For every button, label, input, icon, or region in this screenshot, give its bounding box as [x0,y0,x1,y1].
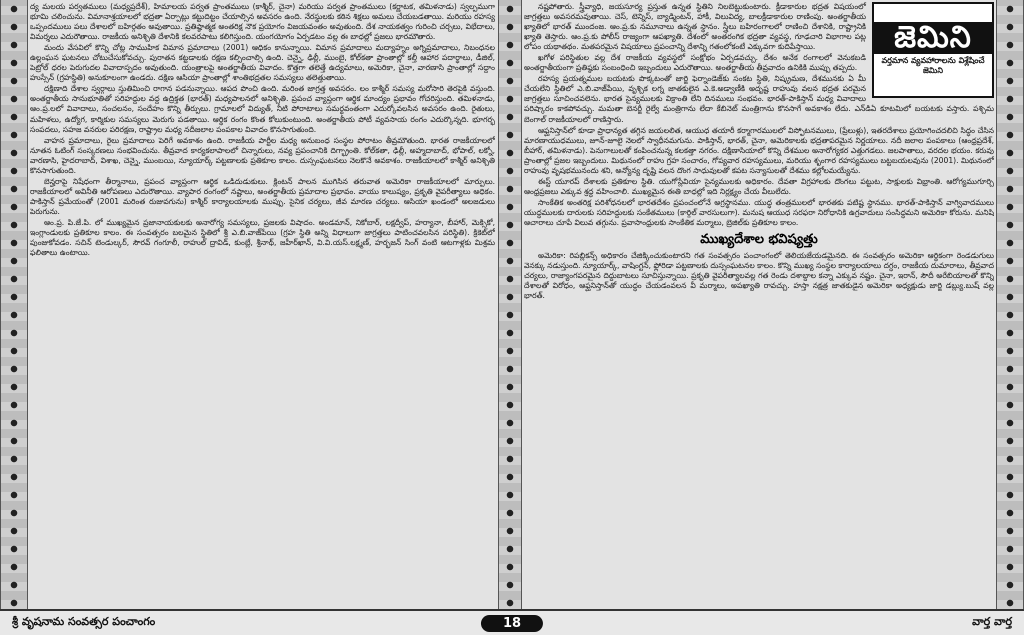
logo-title: జెమిని [874,22,992,54]
paragraph: సాంకేతిక అంతరిక్ష పరిశోధనలలో భారతదేశం ప్రపంచంలోనే అగ్రస్థానము. యుద్ధ తంత్రములలో భారతకు పటిష్ట స్థానము. భారత్-పాకిస్తాన్ వాగ్వివాదములు యుద్ధములకు దారులకు సరిహద్దులకు సంకేతములు (కార్గిల్ వారసులుగా). మనుష ఆయుధ సరఫరా నిరోధానికి ఉగ్రవాదులు సంసిద్ధమని అమెరికా కోరును. మనిషి ఆచారాలు చూపే విలువ తగ్గును. ప్రవాసాంధ్రులకు సాంకేతిక మర్మాలు, బ్రెజిల్‌కు ప్రతికూల కాలం. [524,197,994,227]
decorative-border-left [0,0,28,609]
decorative-border-center [498,0,522,609]
brand-logo: వార్త వార్త [972,615,1012,628]
paragraph: నష్టపోతారు. స్త్రీవ్యాధి, జయసూర్య ప్రస్తుత ఉన్నత స్థితిని నిలబెట్టుకుంటారు. క్రీడాకారుల భద్రత విషయంలో జాగ్రత్తలు అవసరమవుతాయి. చెస్, టెన్నిస్, బ్యాడ్మింటన్, హాకీ, విలువిద్య, బాలక్రీడాకారుల రాణింపు. అంతర్జాతీయ ఖ్యాతిలో భారత్ ముందంజ. ఆం.ప్ర.కు నమూనాలు ఉన్నత స్థానం. స్త్రీలు బహిరంగాలలో రాణించి దేశానికి, రాష్ట్రానికి ఖ్యాతి తెస్తారు. ఆం.ప్ర.కు పోలీస్ రాజ్యంగా ఆపఖ్యాతి. దేశంలో అంతరంగిక భద్రతా వ్యవస్థ, గూఢచారి విభాగాల పట్ల లోపం యథాతథం. మతపరమైన విషయాలు ప్రపంచాన్ని దేశాన్ని గతంలోకంటే ఎక్కువగా కుదిపేస్తాయి. [524,2,866,52]
paragraph: ఈస్ట్ యూరప్ దేశాలకు ప్రతికూల స్థితి. యుగోస్లేవియా సైన్యములకు అధికారం. దేవతా విగ్రహాలకు దొంగలు పట్టుట, సాక్షులకు విభ్రాంతి. ఆరోగ్యముగూర్చి ఆంధ్రప్రజలు ఎక్కువ శ్రద్ధ వహించాలి. ముఖ్యమైన ఈతి బాధల్లో ఇది నిర్లక్ష్యం చేయ వీలులేదు. [524,176,994,196]
paragraph: దక్షిణాది దేశాల స్వర్గాలు స్తుతిమించి రాగాన పడనున్నాయి. ఆపద పొంచి ఉంది. మరింత జాగ్రత్త అవసరం. లం కాశ్మీర్ సమస్య మరోసారి తెరపైకి వస్తుంది. అంతర్జాతీయ సానుభూతితో సరిహద్దుల వద్ద ఉద్రిక్తత (భారత్) మధ్యపాలనలో అనిశ్చితి. ప్రపంచ వ్యాప్తంగా ఆర్థిక మాంద్యం ప్రభావం గోచరిస్తుంది. తమిళనాడు, ఆం.ప్ర.లలో వివాదాలు, సంచలనం, సందేహం కొన్ని తీర్పులు. గ్రామాలలో విద్యుత్, నీటి పోరాటాలు సమర్థవంతంగా ఎదుర్కోవలసిన అవసరం ఉంది. రైతులు, మహిళలు, ఉద్యోగ, కార్మికుల సమస్యలు మెరుగు పడతాయి. ఆర్థిక రంగం కొంత కోలుకుంటుంది. అంతర్జాతీయ పోటీ వ్యవసాయ రంగం ఎదుర్కొన్నది. భూగర్భ సంపదలు, సహజ వనరుల పరిరక్షణ, రాష్ట్రాల మధ్య నదీజలాల పంపకాల వివాదం కొనసాగుతుంది. [30,84,495,134]
paragraph: ఖగోళ పరిస్థితుల వల్ల దేశ రాజకీయ వ్యవస్థలో సంక్షోభం ఏర్పడవచ్చు. దేశం అనేక రంగాలలో వెనుకబడి అంతర్జాతీయంగా ప్రతిష్ఠకు సంబంధించి ఇబ్బందులు ఎదురౌతాయి. అంతర్జాతీయ తీవ్రవాదం ఉనికికి ముప్పు తప్పదు. [524,53,866,73]
right-column [524,2,994,605]
paragraph: వాహన ప్రమాదాలు, రైలు ప్రమాదాలు పెరిగే అవకాశం ఉంది. రాజకీయ పార్టీల మధ్య అనుబంధ సంస్థల పోరాటం తీవ్రమౌతుంది. భారత రాజకీయాలలో నూతన ఓటింగ్ సంస్కరణలు సంభవించును. తీవ్రవాద కార్యకలాపాలలో చిన్నారులు, నవ్య ప్రపంచానికి దిగ్భ్రాంతి. కోల్‌కతా, ఢిల్లీ, అహ్మదాబాద్, భోపాల్, లక్నో, వారణాసి, హైదరాబాద్, విశాఖ, చెన్నై, ముంబయి, న్యూయార్క్ పట్టణాలకు ప్రతికూల కాలం. దుస్సంఘటనలు నెలకొనే అవకాశం. రాజకీయాలలో కాశ్మీర్ అనిశ్చితి కొనసాగుతుంది. [30,135,495,175]
paragraph: ఆఫ్ఘనిస్తాన్‌లో కూడా ప్రాధాన్యత తగ్గిన జయలలిత, ఆయుధ తయారీ కర్మాగారములలో విస్ఫోటనములు, (ప్రేలుళ్లు), ఇతరదేశాలు ప్రయోగించదలిచి సిద్ధం చేసిన మారణాయుధములు, జూన్-జూలై నెలలో స్వాధీనమగును. పాకిస్తాన్, భారత్, చైనా, అమెరికాలకు భద్రతాపరమైన నిర్ణయాలు. నదీ జలాల పంపకాలు (ఆంధ్రప్రదేశ్, బీహార్, తమిళనాడు). పెనుగాలులతో కంపించనున్న కలకత్తా నగరం. దక్షిణాసియాలో కొన్ని దేశముల అనారోగ్యకర ఎత్తుగడలు. జలపాతాలు, వరదల భయం. కరువు ప్రాంతాల్లో ప్రజల ఇబ్బందులు. మిథునంలో రాహు గ్రహ సంచారం, గోప్యవార రహస్యములు, మరియు శృంగార రహస్యములు బట్టబయలవును (2001). మిథునంలో రాహువు వృషభమునందు శని, అన్యోన్య దృష్టి వలన దొంగ సాధువులతో కపట సన్యాసులతో దేశము కల్లోలమయ్యేను. [524,125,994,175]
paragraph: బెన్హరాపై నిషేధంగా తీర్మానాలు, ప్రపంచ వ్యాప్తంగా ఆర్థిక ఒడిదుడుకులు. క్లింటన్ పాలన ముగిసిన తరువాత అమెరికా రాజకీయాలలో మార్పులు. రాజకీయాలలో అవినీతి ఆరోపణలు ఎదురౌతాయి. వ్యాపార రంగంలో నష్టాలు, అంతర్జాతీయ ప్రమాదాల ప్రభావం. వాయు కాలుష్యం, ప్రకృతి వైపరీత్యాలు అధికం. పాకిస్తాన్ ప్రమేయంతో (2001 మరింత రుజువగును) కాశ్మీర్ కార్యాలయాలకు ముప్పు. సైనిక చర్యలు, జీవ మారణ చర్యలు. ఆసియా ఖండంలో అలజడులు పెరుగును. [30,176,495,216]
section-heading: ముఖ్యదేశాల భవిష్యత్తు [700,232,818,248]
logo-subtitle: వర్తమాన వ్యవహారాలను విశ్లేషించే జెమిని [881,56,985,75]
paragraph: అమెరికా: రిపబ్లికన్స్ అధికారం చేజిక్కించుకుంటారని గత సంవత్సరం పంచాంగంలో తెలియజేయడమైనది. ఈ సంవత్సరం అమెరికా ఆర్థికంగా రెండడుగులు వెనక్కు నడుస్తుంది. న్యూయార్క్, వాషింగ్టన్, ఫ్లోరిడా పట్టణాలకు దుస్సంఘటనల కాలం. కొన్ని ముఖ్య సంస్థల కార్యాలయాలు దగ్ధం, రాజకీయ దుమారాలు, తీవ్రవాద చర్యలు, రాజ్యాంగపరమైన దిద్దుబాటలు సూచిస్తున్నాయి. ప్రకృతి వైపరీత్యాలవల్ల గత రెండు దశాబ్దాల కన్నా ఎక్కువ నష్టం. చైనా, ఇరాన్, సౌదీ అరేబియాలతో కొన్ని దేశాలతో విరోధం, ఆఫ్ఘనిస్తాన్‌తో యుద్ధం చేయడంవలన వీ మర్మాలు, అపఖ్యాతి రావచ్చు. హస్తా నక్షత్ర జాతకుడైన అమెరికా అధ్యక్షుడు జార్జి డబ్ల్యు.బుష్ వల్ల భారత్. [524,251,994,301]
paragraph: మందు వేసవిలో కొన్ని చోట్ల సాముహిక విమాన ప్రమాదాలు (2001) ఆధికం కానున్నాయి. విమాన ప్రమాదాలు మద్యాహ్నం అగ్నిప్రమాదాలు, నిబంధనల ఉల్లంఘన ఘటనలు చోటుచేసుకోవచ్చు. పురాతన కట్టడాలకు రక్షణ కల్పించాల్సి ఉంది. చెన్నై, ఢిల్లీ, ముంబై, కోల్‌కతా ప్రాంతాల్లో కల్తీ ఆహార పదార్థాలు, డీజిల్, పెట్రోల్ ధరల పెరుగుదల వివాదాస్పదం అవుతుంది. యంత్రాలపై అంతర్జాతీయ వివాదం. కొత్తగా తలెత్తే ఉద్యమాలు, అమెరికా, చైనా, వారణాసి ప్రాంతాల్లో సద్దాం హుస్సేన్ (గ్రహస్థితి) అనుకూలంగా ఉండదు. దక్షిణ ఆసియా ప్రాంతాల్లో శాంతిభద్రతల సమస్యలు తలెత్తుతాయి. [30,43,495,83]
paragraph: రహస్య ప్రయత్నముల బయటకు పొక్కటంతో జార్జి ఫెర్నాండెజ్‌కు సంకట స్థితి, నిష్క్రమణ, దేశమునకు ఏ మీ చేయలేని స్థితిలో ఎ.బి.వాజ్‌పేయి, వృశ్చిక లగ్న జాతకులైన ఎ.కె.అడ్వాణీకి అదృష్ట రాహువు వలన భద్రత పరమైన జాగ్రత్తలు సూచించవలెను. భారత సైన్యములకు విక్రాంతి లేని దినములు సంభవం. భారత్-పాకిస్తాన్ మధ్య వివాదాలు పరిష్కారం కాకపోవచ్చు. మమతా బెనర్జీ రైల్వే మంత్రిగాను లేదా కేబినెట్ మంత్రిగాను కొనసాగే అవకాశం లేదు. ఎన్‌డిఏ కూటమిలో బయటకు వస్తారు. పశ్చిమ బెంగాల్ రాజకీయాలలో రాణిస్తారు. [524,74,994,124]
footer-publication-title: శ్రీ వృషనామ సంవత్సర పంచాంగం [12,615,156,628]
page-number: 18 [481,615,543,632]
paragraph: ద్య మలయ పర్వతములు (మధ్యప్రదేశ్), హిమాలయ పర్వత ప్రాంతములు (కాశ్మీర్, చైనా) మరియు పర్వత ప్రాంతములు (కర్ణాటక, తమిళనాడు) స్వల్పముగా భూమి చలించును. విమానాశ్రయాలలో భద్రతా ఏర్పాట్లు కట్టుదిట్టం చేయాల్సిన అవసరం ఉంది. నేరస్థులకు కఠిన శిక్షలు అమలు చేయబడతాయి. మరియు రహస్య ఒప్పందములు పలు దేశాలలో బహిర్గతం అవుతాయి. ప్రతిష్ఠాత్మక అంతరిక్ష నౌక ప్రయోగం విజయవంతం అవుతుంది. దేశ నాయకత్వం గురించి చర్చలు, విభేదాలు, విమర్శలు ఎదురౌతాయి. రాజకీయ అనిశ్చితి దేశానికి కలవరపాటు కలిగిస్తుంది. యంగయోగం ఏర్పడటం వల్ల ఈ బాధల్లో ప్రజలు భారమౌతారు. [30,2,495,42]
paragraph: ఆం.ప్ర. పి.జే.పి. లో ముఖ్యమైన ప్రజానాయకులకు అనారోగ్య సమస్యలు, ప్రజలకు విషాదం. అండమాన్, నికోబార్, లక్షద్వీప్, హర్యానా, బీహార్, మెక్సికో, ఇంగ్లాండులకు ప్రతికూల కాలం. ఈ సంవత్సరం బలమైన స్థితిలో శ్రీ ఎ.బి.వాజ్‌పేయి (గ్రహ స్థితి అన్ని విధాలుగా జాగ్రత్తలు పాటించవలసిన పరిస్థితి). క్రికెట్‌లో పుంజుకోవడం. సచిన్ టెండుల్కర్, సౌరవ్ గంగూలీ, రాహుల్ ద్రావిడ్, కుంబ్లే, శ్రీనాథ్, జహీర్‌ఖాన్, వి.వి.యస్.లక్ష్మణ్, హర్భజన్ సింగ్ వంటి ఆటగాళ్లకు మిశ్రమ ఫలితాలు ఉంటాయి. [30,217,495,258]
gemini-logo [872,2,994,98]
decorative-border-right [996,0,1024,609]
page-footer [0,609,1024,635]
left-column [30,2,495,605]
